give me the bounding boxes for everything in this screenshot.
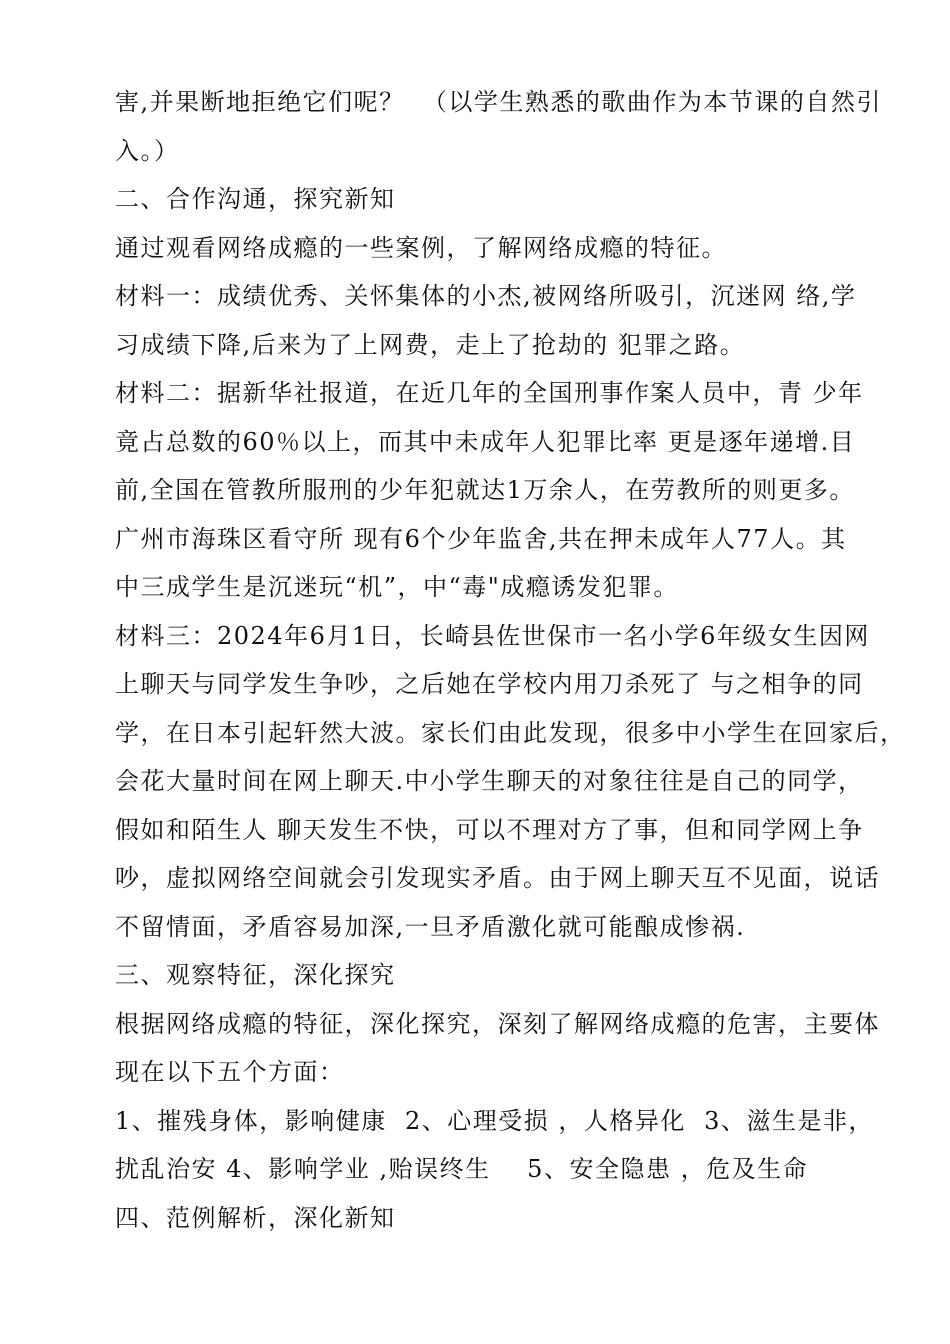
material-three-line: 假如和陌生人 聊天发生不快，可以不理对方了事，但和同学网上争: [115, 815, 864, 844]
material-two-line: 中三成学生是沉迷玩“机”，中“毒"成瘾诱发犯罪。: [115, 573, 679, 601]
text-line: 根据网络成瘾的特征，深化探究，深刻了解网络成瘾的危害，主要体: [115, 1009, 880, 1038]
harm-list-line: 扰乱治安 4、影响学业 ,贻误终生 5、安全隐患 ，危及生命: [115, 1155, 809, 1183]
material-two-line: 广州市海珠区看守所 现有6个少年监舍,共在押未成年人77人。其: [115, 524, 847, 553]
text-line: 现在以下五个方面：: [115, 1058, 345, 1086]
text-line: 害,并果断地拒绝它们呢？ （以学生熟悉的歌曲作为本节课的自然引: [115, 88, 882, 116]
material-three-line: 材料三：2024年6月1日，长崎县佐世保市一名小学6年级女生因网: [115, 621, 870, 650]
material-three-line: 学，在日本引起轩然大波。家长们由此发现，很多中小学生在回家后，: [115, 718, 906, 747]
material-three-line: 不留情面，矛盾容易加深,一旦矛盾激化就可能酿成惨祸.: [115, 912, 746, 941]
text-line: 入。）: [115, 136, 180, 165]
section-heading: 三、观察特征，深化探究: [115, 961, 396, 989]
material-two-line: 前,全国在管教所服刑的少年犯就达1万余人，在劳教所的则更多。: [115, 476, 855, 504]
text-line: 通过观看网络成瘾的一些案例，了解网络成瘾的特征。: [115, 233, 727, 262]
harm-list-line: 1、摧残身体，影响健康 2、心理受损 ，人格异化 3、滋生是非，: [115, 1106, 874, 1135]
material-one-line: 材料一：成绩优秀、关怀集体的小杰,被网络所吸引，沉迷网 络,学: [115, 282, 857, 310]
section-heading: 四、范例解析，深化新知: [115, 1203, 396, 1232]
material-two-line: 材料二：据新华社报道，在近几年的全国刑事作案人员中，青 少年: [115, 379, 864, 407]
section-heading: 二、合作沟通，探究新知: [115, 185, 396, 213]
material-three-line: 上聊天与同学发生争吵，之后她在学校内用刀杀死了 与之相争的同: [115, 670, 864, 698]
material-one-line: 习成绩下降,后来为了上网费，走上了抢劫的 犯罪之路。: [115, 330, 746, 359]
material-two-line: 竟占总数的60％以上，而其中未成年人犯罪比率 更是逐年递增.目: [115, 427, 856, 456]
material-three-line: 会花大量时间在网上聊天.中小学生聊天的对象往往是自己的同学，: [115, 767, 864, 795]
document-body: [115, 78, 906, 1242]
material-three-line: 吵，虚拟网络空间就会引发现实矛盾。由于网上聊天互不见面，说话: [115, 864, 880, 892]
